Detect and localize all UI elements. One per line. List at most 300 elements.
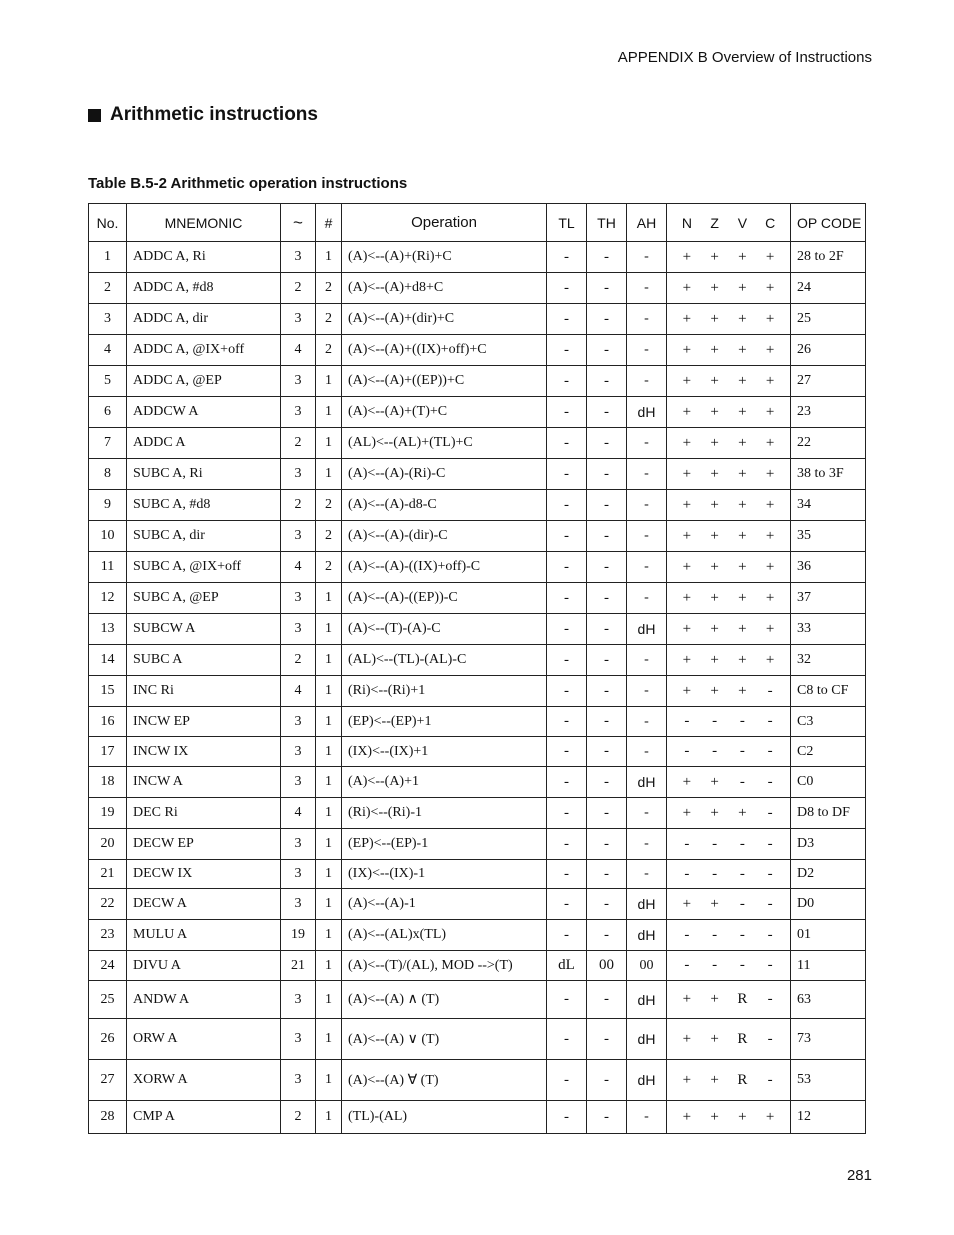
cell-flags [667,459,791,490]
cell-flag-n: + [682,620,692,637]
col-header-th: TH [587,204,627,242]
table-row [89,1101,866,1134]
cell-ah: - [627,428,667,459]
cell-tl: - [547,397,587,428]
col-header-no: No. [89,204,127,242]
cell-flag-v: R [737,991,748,1007]
cell-flag-c: - [767,1071,773,1088]
cell-cycles: 3 [281,397,316,428]
cell-flag-v: + [738,651,747,668]
cell-cycles: 2 [281,490,316,521]
cell-cycles: 3 [281,767,316,798]
cell-flag-n: + [682,804,692,821]
cell-mnemonic: SUBC A, dir [127,521,281,552]
cell-opcode: 25 [791,304,866,335]
cell-flag-c: + [765,434,775,451]
cell-no: 20 [89,829,127,860]
cell-flags [667,767,791,798]
cell-flag-v: - [739,865,745,882]
col-header-bytes: # [316,204,342,242]
cell-bytes: 1 [316,1101,342,1134]
cell-tl: - [547,889,587,920]
cell-flag-v: - [739,773,745,790]
table-row [89,583,866,614]
cell-flag-c: - [767,835,773,852]
cell-no: 9 [89,490,127,521]
cell-mnemonic: ADDC A, Ri [127,242,281,273]
cell-mnemonic: INC Ri [127,676,281,707]
cell-flag-z: + [710,496,719,513]
cell-opcode: 26 [791,335,866,366]
cell-operation: (AL)<--(AL)+(TL)+C [342,428,547,459]
table-row [89,767,866,798]
cell-mnemonic: CMP A [127,1101,281,1134]
cell-operation: (A)<--(A)-(dir)-C [342,521,547,552]
cell-mnemonic: DECW IX [127,860,281,889]
cell-flag-v: + [738,465,747,482]
table-row [89,1019,866,1060]
cell-mnemonic: DEC Ri [127,798,281,829]
cell-flags [667,335,791,366]
cell-cycles: 3 [281,707,316,737]
cell-bytes: 1 [316,889,342,920]
cell-operation: (IX)<--(IX)+1 [342,737,547,767]
cell-opcode: 28 to 2F [791,242,866,273]
cell-cycles: 4 [281,552,316,583]
cell-cycles: 2 [281,273,316,304]
cell-flag-c: - [767,926,773,943]
cell-opcode: 73 [791,1019,866,1060]
cell-operation: (IX)<--(IX)-1 [342,860,547,889]
cell-flag-n: + [682,1030,692,1047]
cell-mnemonic: ADDC A [127,428,281,459]
cell-operation: (A)<--(A) ∧ (T) [342,981,547,1019]
cell-ah: - [627,273,667,304]
cell-flag-z: + [710,589,719,606]
cell-flag-z: - [712,713,718,729]
table-row [89,614,866,645]
cell-flag-n: + [682,1108,692,1125]
cell-opcode: 38 to 3F [791,459,866,490]
cell-operation: (A)<--(A)-((EP))-C [342,583,547,614]
table-row [89,366,866,397]
table-row [89,645,866,676]
col-header-mnemonic: MNEMONIC [127,204,281,242]
cell-flag-n: + [682,527,692,544]
cell-flag-c: + [765,372,775,389]
cell-th: - [587,1101,627,1134]
cell-flag-v: + [738,620,747,637]
cell-th: - [587,645,627,676]
cell-flag-z: + [710,434,719,451]
table-row [89,304,866,335]
cell-mnemonic: ADDC A, #d8 [127,273,281,304]
cell-flag-n: + [682,589,692,606]
cell-operation: (A)<--(T)/(AL), MOD -->(T) [342,951,547,981]
cell-opcode: 63 [791,981,866,1019]
cell-flags [667,1101,791,1134]
table-body [89,242,866,1134]
cell-flag-c: - [767,865,773,882]
cell-th: - [587,552,627,583]
cell-ah: - [627,366,667,397]
cell-opcode: 22 [791,428,866,459]
table-row [89,920,866,951]
table-row [89,552,866,583]
cell-tl: - [547,335,587,366]
cell-th: - [587,242,627,273]
cell-flag-z: - [712,743,718,759]
cell-opcode: 34 [791,490,866,521]
cell-cycles: 4 [281,335,316,366]
cell-th: - [587,829,627,860]
col-header-opcode: OP CODE [791,204,866,242]
col-header-z: Z [710,214,719,231]
table-row [89,981,866,1019]
cell-mnemonic: SUBC A, @EP [127,583,281,614]
cell-flag-v: - [739,713,745,729]
cell-opcode: 11 [791,951,866,981]
cell-bytes: 2 [316,304,342,335]
cell-flag-z: - [712,835,718,852]
table-row [89,1060,866,1101]
cell-operation: (A)<--(A)-((IX)+off)-C [342,552,547,583]
cell-th: 00 [587,951,627,981]
table-row [89,676,866,707]
col-header-operation: Operation [342,204,547,242]
cell-mnemonic: INCW EP [127,707,281,737]
cell-th: - [587,889,627,920]
cell-cycles: 3 [281,459,316,490]
cell-flag-c: + [765,651,775,668]
cell-operation: (A)<--(A)+((EP))+C [342,366,547,397]
cell-flag-v: + [738,372,747,389]
cell-flag-z: + [710,895,719,912]
cell-operation: (TL)-(AL) [342,1101,547,1134]
cell-flag-z: + [710,1108,719,1125]
cell-th: - [587,304,627,335]
cell-no: 21 [89,860,127,889]
col-header-flags [667,204,791,242]
table-row [89,889,866,920]
cell-mnemonic: INCW IX [127,737,281,767]
cell-bytes: 2 [316,335,342,366]
cell-flag-c: + [765,527,775,544]
cell-flag-z: + [710,804,719,821]
cell-flag-z: + [710,403,719,420]
cell-operation: (A)<--(A) ∀ (T) [342,1060,547,1101]
cell-operation: (A)<--(A)-d8-C [342,490,547,521]
cell-th: - [587,767,627,798]
cell-operation: (A)<--(A)-(Ri)-C [342,459,547,490]
cell-flag-n: + [682,496,692,513]
cell-ah: dH [627,1019,667,1060]
cell-th: - [587,459,627,490]
cell-bytes: 1 [316,397,342,428]
cell-cycles: 3 [281,366,316,397]
cell-flag-v: + [738,248,747,265]
cell-tl: - [547,829,587,860]
col-header-v: V [737,214,748,231]
cell-flag-z: + [710,1030,719,1047]
cell-th: - [587,335,627,366]
cell-th: - [587,1060,627,1101]
cell-flag-n: + [682,403,692,420]
cell-flags [667,829,791,860]
cell-tl: - [547,798,587,829]
cell-flag-c: + [765,279,775,296]
cell-flag-n: + [682,248,692,265]
table-row [89,335,866,366]
cell-ah: - [627,521,667,552]
table-row [89,521,866,552]
cell-cycles: 3 [281,860,316,889]
table-caption: Table B.5-2 Arithmetic operation instructions [88,175,408,192]
cell-ah: dH [627,767,667,798]
cell-flag-n: - [684,743,690,759]
cell-cycles: 3 [281,1060,316,1101]
cell-flag-c: - [767,773,773,790]
cell-flags [667,614,791,645]
cell-no: 4 [89,335,127,366]
col-header-cycles: ~ [281,204,316,242]
cell-flags [667,645,791,676]
table-row [89,737,866,767]
cell-cycles: 2 [281,1101,316,1134]
cell-flag-v: + [738,310,747,327]
cell-opcode: 37 [791,583,866,614]
cell-th: - [587,798,627,829]
cell-flag-n: - [684,713,690,729]
cell-cycles: 21 [281,951,316,981]
cell-mnemonic: SUBC A, Ri [127,459,281,490]
cell-mnemonic: ADDC A, dir [127,304,281,335]
cell-cycles: 3 [281,304,316,335]
cell-mnemonic: XORW A [127,1060,281,1101]
table-row [89,273,866,304]
cell-flags [667,273,791,304]
cell-ah: - [627,1101,667,1134]
cell-ah: dH [627,981,667,1019]
cell-flags [667,951,791,981]
cell-ah: - [627,552,667,583]
cell-flag-n: - [684,926,690,943]
cell-operation: (Ri)<--(Ri)+1 [342,676,547,707]
cell-flag-c: - [767,1030,773,1047]
cell-mnemonic: DECW A [127,889,281,920]
cell-ah: - [627,645,667,676]
cell-tl: - [547,1060,587,1101]
cell-bytes: 1 [316,951,342,981]
cell-flag-z: - [712,957,718,973]
cell-flag-n: + [682,1071,692,1088]
cell-no: 1 [89,242,127,273]
cell-flag-z: + [710,620,719,637]
cell-bytes: 1 [316,242,342,273]
arithmetic-instructions-table [88,203,866,1134]
cell-no: 8 [89,459,127,490]
table-row [89,860,866,889]
cell-th: - [587,707,627,737]
cell-flag-z: - [712,865,718,882]
cell-tl: - [547,273,587,304]
cell-no: 13 [89,614,127,645]
section-heading [88,104,318,126]
cell-bytes: 1 [316,645,342,676]
cell-flag-v: - [739,835,745,852]
cell-tl: - [547,767,587,798]
running-header: APPENDIX B Overview of Instructions [617,49,872,66]
cell-flag-n: - [684,835,690,852]
cell-cycles: 3 [281,981,316,1019]
cell-no: 6 [89,397,127,428]
cell-operation: (A)<--(A)+((IX)+off)+C [342,335,547,366]
cell-flag-n: + [682,372,692,389]
cell-cycles: 3 [281,737,316,767]
cell-flags [667,428,791,459]
cell-flag-n: + [682,991,692,1007]
cell-no: 15 [89,676,127,707]
cell-ah: dH [627,397,667,428]
cell-no: 26 [89,1019,127,1060]
cell-flag-n: + [682,310,692,327]
cell-th: - [587,521,627,552]
cell-cycles: 3 [281,583,316,614]
cell-bytes: 1 [316,798,342,829]
cell-mnemonic: SUBC A, @IX+off [127,552,281,583]
cell-th: - [587,397,627,428]
cell-bytes: 1 [316,366,342,397]
cell-flag-c: + [765,1108,775,1125]
cell-flags [667,490,791,521]
cell-bytes: 1 [316,707,342,737]
cell-no: 19 [89,798,127,829]
cell-no: 10 [89,521,127,552]
cell-mnemonic: SUBC A [127,645,281,676]
cell-tl: - [547,737,587,767]
cell-no: 28 [89,1101,127,1134]
cell-cycles: 3 [281,829,316,860]
cell-flag-c: - [767,991,773,1007]
cell-tl: - [547,521,587,552]
cell-cycles: 3 [281,889,316,920]
cell-no: 3 [89,304,127,335]
cell-no: 24 [89,951,127,981]
cell-th: - [587,676,627,707]
table-row [89,242,866,273]
cell-mnemonic: SUBCW A [127,614,281,645]
cell-no: 17 [89,737,127,767]
cell-operation: (A)<--(A) ∨ (T) [342,1019,547,1060]
cell-opcode: D2 [791,860,866,889]
cell-tl: - [547,242,587,273]
cell-operation: (A)<--(T)-(A)-C [342,614,547,645]
cell-tl: - [547,490,587,521]
cell-bytes: 1 [316,676,342,707]
col-header-ah: AH [627,204,667,242]
cell-bytes: 1 [316,1060,342,1101]
cell-opcode: 53 [791,1060,866,1101]
cell-no: 16 [89,707,127,737]
cell-operation: (A)<--(A)+(T)+C [342,397,547,428]
cell-bytes: 2 [316,490,342,521]
cell-opcode: C8 to CF [791,676,866,707]
cell-ah: dH [627,920,667,951]
cell-ah: dH [627,889,667,920]
col-header-tl: TL [547,204,587,242]
cell-flag-c: + [765,465,775,482]
cell-ah: dH [627,1060,667,1101]
cell-flag-v: - [739,926,745,943]
table-row [89,459,866,490]
cell-cycles: 3 [281,521,316,552]
cell-mnemonic: ADDC A, @IX+off [127,335,281,366]
cell-tl: - [547,707,587,737]
cell-mnemonic: DECW EP [127,829,281,860]
cell-opcode: 32 [791,645,866,676]
cell-opcode: C3 [791,707,866,737]
cell-cycles: 3 [281,1019,316,1060]
cell-ah: - [627,335,667,366]
section-title: Arithmetic instructions [110,104,318,125]
cell-flags [667,583,791,614]
cell-ah: - [627,676,667,707]
cell-ah: - [627,707,667,737]
square-bullet-icon [88,109,101,122]
cell-flag-v: + [738,403,747,420]
cell-opcode: 35 [791,521,866,552]
cell-flag-n: + [682,279,692,296]
cell-bytes: 1 [316,583,342,614]
cell-flag-v: - [739,743,745,759]
cell-tl: - [547,459,587,490]
cell-operation: (A)<--(A)-1 [342,889,547,920]
cell-flag-c: - [767,804,773,821]
cell-flag-v: + [738,1108,747,1125]
cell-flag-n: + [682,434,692,451]
cell-tl: - [547,981,587,1019]
cell-flag-z: + [710,527,719,544]
cell-bytes: 1 [316,860,342,889]
cell-flag-c: + [765,310,775,327]
cell-opcode: D8 to DF [791,798,866,829]
cell-ah: 00 [627,951,667,981]
cell-flag-z: + [710,558,719,575]
cell-flag-v: + [738,496,747,513]
cell-no: 27 [89,1060,127,1101]
cell-ah: - [627,490,667,521]
cell-flag-z: - [712,926,718,943]
cell-mnemonic: ADDCW A [127,397,281,428]
cell-opcode: 01 [791,920,866,951]
cell-bytes: 2 [316,273,342,304]
cell-cycles: 3 [281,614,316,645]
cell-th: - [587,583,627,614]
cell-flag-z: + [710,310,719,327]
cell-th: - [587,1019,627,1060]
cell-flags [667,676,791,707]
cell-tl: - [547,676,587,707]
cell-mnemonic: SUBC A, #d8 [127,490,281,521]
cell-flag-c: - [767,713,773,729]
cell-flags [667,521,791,552]
cell-th: - [587,273,627,304]
cell-bytes: 1 [316,737,342,767]
cell-flags [667,860,791,889]
cell-flag-n: + [682,895,692,912]
cell-no: 18 [89,767,127,798]
cell-tl: - [547,1101,587,1134]
